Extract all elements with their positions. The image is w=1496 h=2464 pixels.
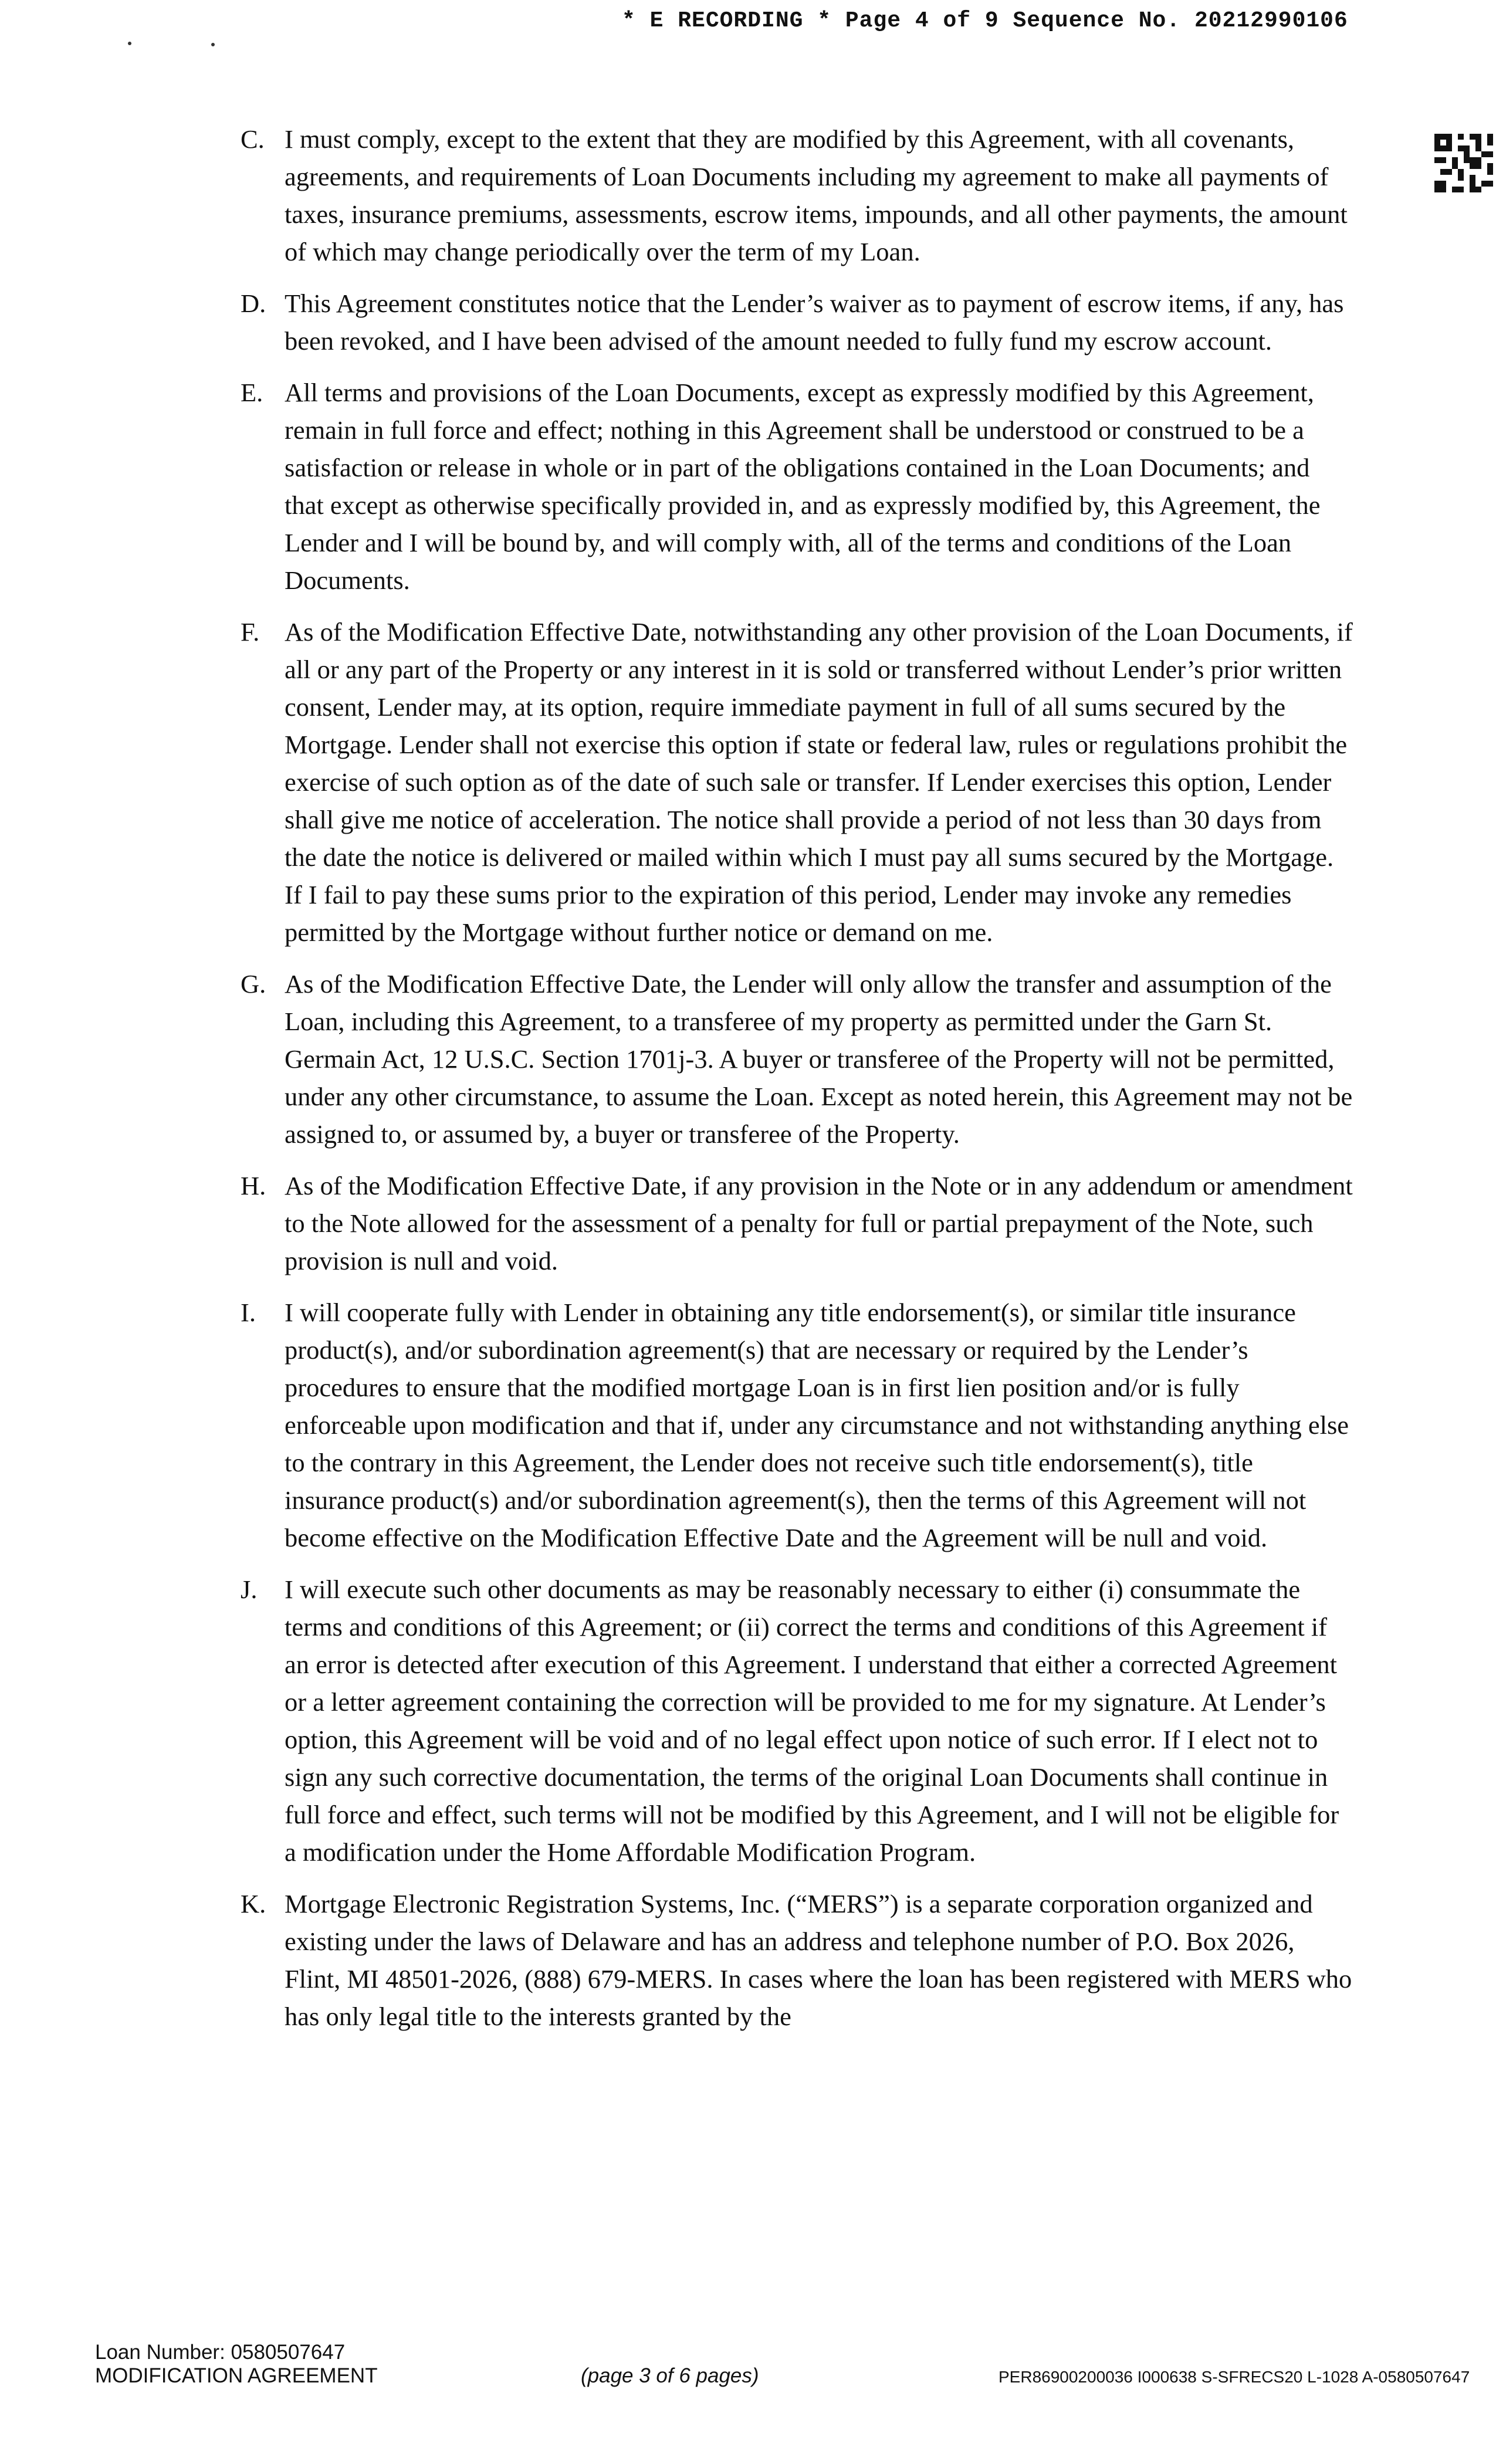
clause-text: I must comply, except to the extent that they are modified by this Agreement, with all covenants, agreements, and requirements of Loan Documents including my agreement to make all payments of taxes, insurance premiums, assessments, escrow items, impounds, and all other payments, the amount of which may change periodically over the term of my Loan. <box>285 124 1348 266</box>
loan-number: Loan Number: 0580507647 <box>95 2341 346 2364</box>
clause-letter: J. <box>241 1575 258 1604</box>
clause-text: As of the Modification Effective Date, if any provision in the Note or in any addendum or amendment to the Note allowed for the assessment of a penalty for full or partial prepayment of the Note, such provision is null and void. <box>285 1171 1353 1275</box>
footer-loan-info <box>95 2341 378 2388</box>
clause-letter: G. <box>241 969 266 999</box>
clause-text: As of the Modification Effective Date, notwithstanding any other provision of the Loan Documents, if all or any part of the Property or any interest in it is sold or transferred without Lender’s prior written consent, Lender may, at its option, require immediate payment in full of all sums secured by the Mortgage. Lender shall not exercise this option if state or federal law, rules or regulations prohibit the exercise of such option as of the date of such sale or transfer. If Lender exercises this option, Lender shall give me notice of acceleration. The notice shall provide a period of not less than 30 days from the date the notice is delivered or mailed within which I must pay all sums secured by the Mortgage. If I fail to pay these sums prior to the expiration of this period, Lender may invoke any remedies permitted by the Mortgage without further notice or demand on me. <box>285 617 1353 947</box>
clause-letter: I. <box>241 1298 256 1327</box>
clause-text: I will cooperate fully with Lender in obtaining any title endorsement(s), or similar title insurance product(s), and/or subordination agreement(s) that are necessary or required by the Lender’s procedures to ensure that the modified mortgage Loan is in first lien position and/or is fully enforceable upon modification and that if, under any circumstance and not withstanding anything else to the contrary in this Agreement, the Lender does not receive such title endorsement(s), title insurance product(s) and/or subordination agreement(s), then the terms of this Agreement will not become effective on the Modification Effective Date and the Agreement will be null and void. <box>285 1298 1349 1552</box>
clause-text: I will execute such other documents as may be reasonably necessary to either (i) consummate the terms and conditions of this Agreement; or (ii) correct the terms and conditions of this Agreement if an error is detected after execution of this Agreement. I understand that either a corrected Agreement or a letter agreement containing the correction will be provided to me for my signature. At Lender’s option, this Agreement will be void and of no legal effect upon notice of such error. If I elect not to sign any such corrective documentation, the terms of the original Loan Documents shall continue in full force and effect, such terms will not be modified by this Agreement, and I will not be eligible for a modification under the Home Affordable Modification Program. <box>285 1575 1339 1867</box>
clause-item <box>241 1885 1355 2035</box>
page-indicator: (page 3 of 6 pages) <box>581 2364 759 2387</box>
clause-text: This Agreement constitutes notice that the Lender’s waiver as to payment of escrow items, if any, has been revoked, and I have been advised of the amount needed to fully fund my escrow account. <box>285 289 1344 356</box>
clause-item <box>241 1571 1355 1871</box>
clause-letter: F. <box>241 617 260 647</box>
scan-specks <box>126 35 232 53</box>
qr-code-icon <box>1434 134 1493 192</box>
clause-item <box>241 120 1355 270</box>
clause-item <box>241 1167 1355 1280</box>
clause-item <box>241 374 1355 599</box>
clause-item <box>241 285 1355 360</box>
document-code: PER86900200036 I000638 S-SFRECS20 L-1028 A-0580507647 <box>999 2368 1470 2386</box>
clause-letter: K. <box>241 1889 266 1918</box>
clause-item <box>241 965 1355 1153</box>
clause-letter: D. <box>241 289 266 318</box>
clause-text: Mortgage Electronic Registration Systems, Inc. (“MERS”) is a separate corporation organized and existing under the laws of Delaware and has an address and telephone number of P.O. Box 2026, Flint, MI 48501-2026, (888) 679-MERS. In cases where the loan has been registered with MERS who has only legal title to the interests granted by the <box>285 1889 1352 2031</box>
clause-text: All terms and provisions of the Loan Documents, except as expressly modified by this Agreement, remain in full force and effect; nothing in this Agreement shall be understood or construed to be a satisfaction or release in whole or in part of the obligations contained in the Loan Documents; and that except as otherwise specifically provided in, and as expressly modified by, this Agreement, the Lender and I will be bound by, and will comply with, all of the terms and conditions of the Loan Documents. <box>285 378 1321 595</box>
recording-stamp: * E RECORDING * Page 4 of 9 Sequence No. 20212990106 <box>622 8 1348 33</box>
clause-letter: C. <box>241 124 265 154</box>
clause-letter: E. <box>241 378 263 407</box>
clause-letter: H. <box>241 1171 266 1200</box>
clause-item <box>241 1294 1355 1556</box>
clause-item <box>241 613 1355 951</box>
agreement-clause-list <box>241 120 1355 2049</box>
document-title: MODIFICATION AGREEMENT <box>95 2364 378 2387</box>
clause-text: As of the Modification Effective Date, the Lender will only allow the transfer and assumption of the Loan, including this Agreement, to a transferee of my property as permitted under the Garn St. Germain Act, 12 U.S.C. Section 1701j-3. A buyer or transferee of the Property will not be permitted, under any other circumstance, to assume the Loan. Except as noted herein, this Agreement may not be assigned to, or assumed by, a buyer or transferee of the Property. <box>285 969 1353 1149</box>
